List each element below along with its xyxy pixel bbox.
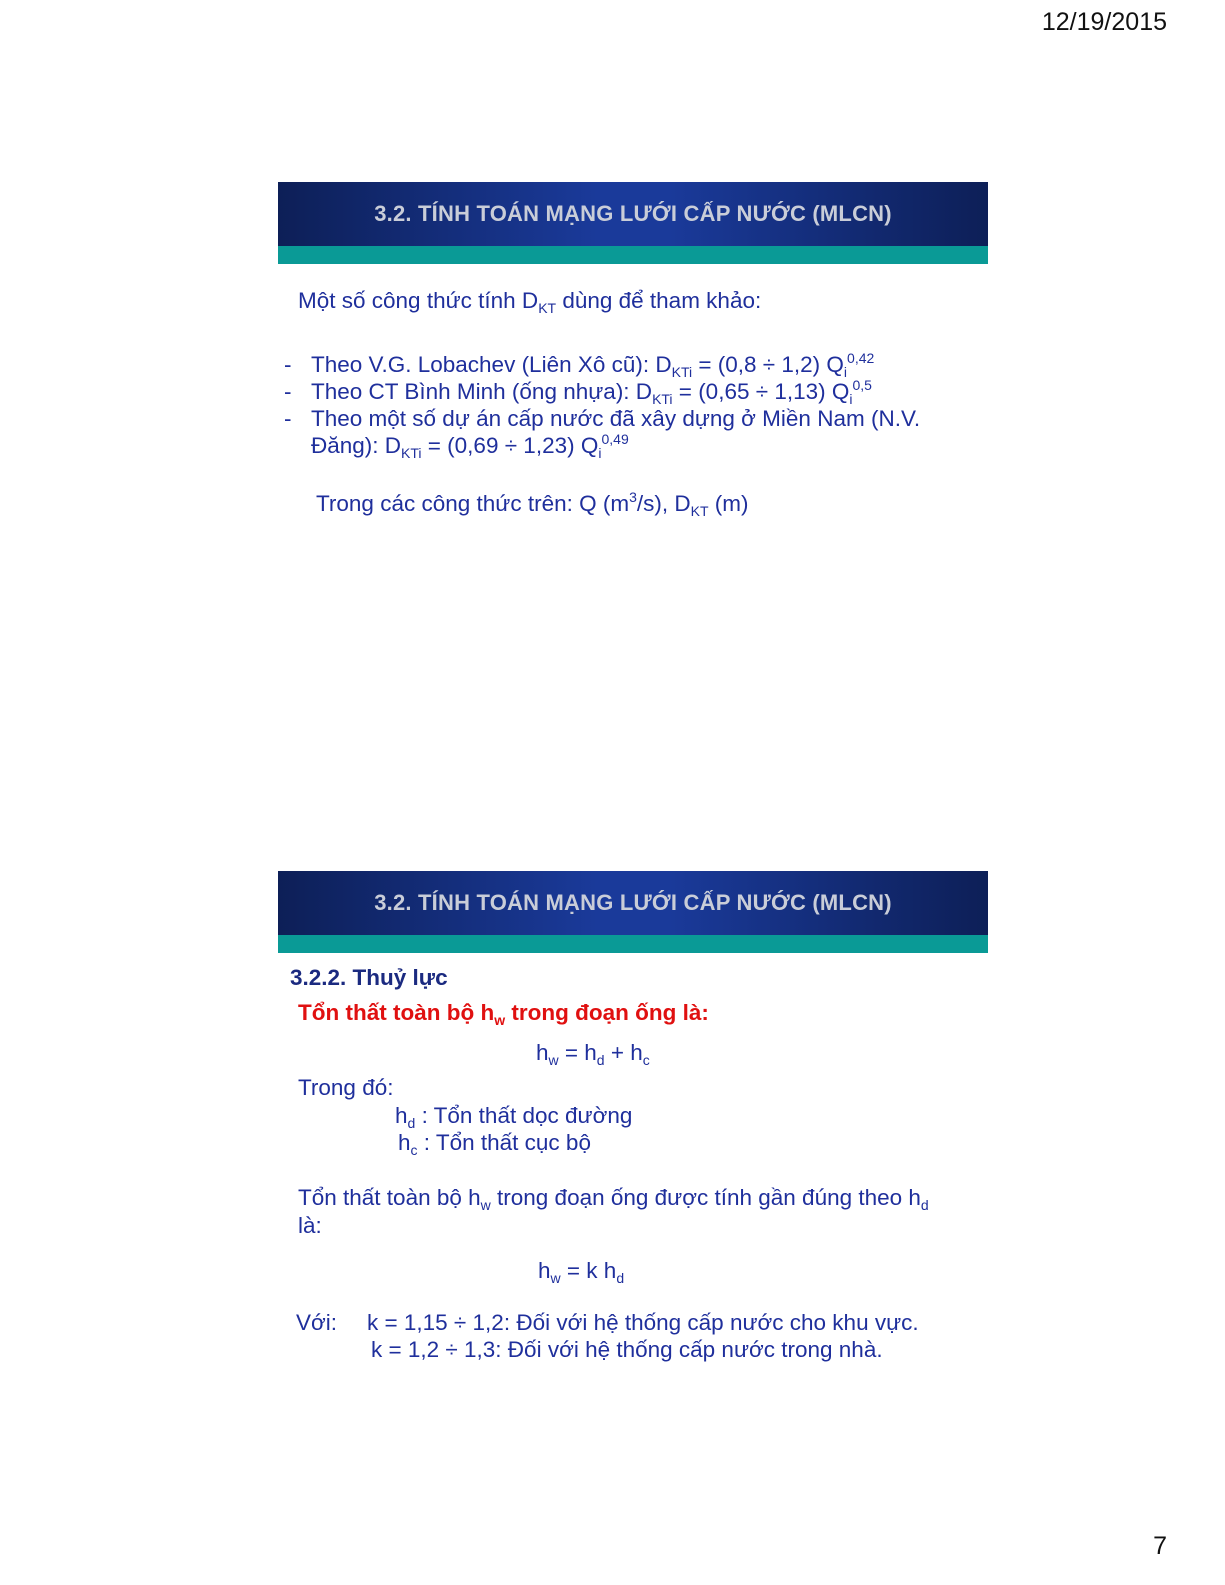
approx-line-2: là: xyxy=(298,1213,322,1238)
slide-2-band xyxy=(278,935,988,953)
with-label: Với: xyxy=(296,1310,338,1335)
definition-hd: $h_d$ : Tổn thất dọc đường xyxy=(395,1103,633,1131)
slide-2-title: 3.2. TÍNH TOÁN MẠNG LƯỚI CẤP NƯỚC (MLCN) xyxy=(374,890,892,915)
k-building: k = 1,2 ÷ 1,3: Đối với hệ thống cấp nước trong nhà. xyxy=(371,1337,883,1362)
bullet-dash: - xyxy=(284,352,292,377)
red-headline: Tổn thất toàn bộ $h_w$ trong đoạn ống là: xyxy=(298,1000,709,1028)
k-region: k = 1,15 ÷ 1,2: Đối với hệ thống cấp nước cho khu vực. xyxy=(367,1310,919,1335)
page-date: 12/19/2015 xyxy=(1041,8,1167,36)
page-number: 7 xyxy=(1153,1532,1167,1560)
equation-hw-k: $h_w = k$ $h_d$ xyxy=(538,1258,625,1286)
bullet-dash: - xyxy=(284,379,292,404)
slide-1-band xyxy=(278,246,988,264)
section-heading: 3.2.2. Thuỷ lực xyxy=(290,965,448,990)
slide-2-header xyxy=(278,871,988,935)
slide-1 xyxy=(278,182,988,264)
slide-2 xyxy=(278,871,988,953)
equation-hw-sum: $h_w = h_d + h_c$ xyxy=(536,1040,650,1068)
slide-1-header xyxy=(278,182,988,246)
bullet-dash: - xyxy=(284,406,292,431)
formula-lobachev: Theo V.G. Lobachev (Liên Xô cũ): $D_{KTi} = (0,8 \div 1,2)$ $Q_i^{0,42}$ xyxy=(311,350,875,380)
formula-mien-nam-line1: Theo một số dự án cấp nước đã xây dựng ở Miền Nam (N.V. xyxy=(311,406,921,431)
where-label: Trong đó: xyxy=(298,1075,394,1100)
intro-line: Một số công thức tính $D_{KT}$ dùng để tham khảo: xyxy=(298,288,762,316)
slide-1-title: 3.2. TÍNH TOÁN MẠNG LƯỚI CẤP NƯỚC (MLCN) xyxy=(374,201,892,226)
approx-line-1: Tổn thất toàn bộ $h_w$ trong đoạn ống được tính gần đúng theo $h_d$ xyxy=(298,1185,929,1213)
units-line: Trong các công thức trên: Q $(m^3/s)$, $D_{KT}$ (m) xyxy=(316,489,749,519)
formula-binh-minh: Theo CT Bình Minh (ống nhựa): $D_{KTi} = (0,65 \div 1,13)$ $Q_i^{0,5}$ xyxy=(311,377,872,407)
definition-hc: $h_c$ : Tổn thất cục bộ xyxy=(398,1130,591,1158)
formula-mien-nam-line2: Đăng): $D_{KTi} = (0,69 \div 1,23)$ $Q_i^{0,49}$ xyxy=(311,431,629,461)
